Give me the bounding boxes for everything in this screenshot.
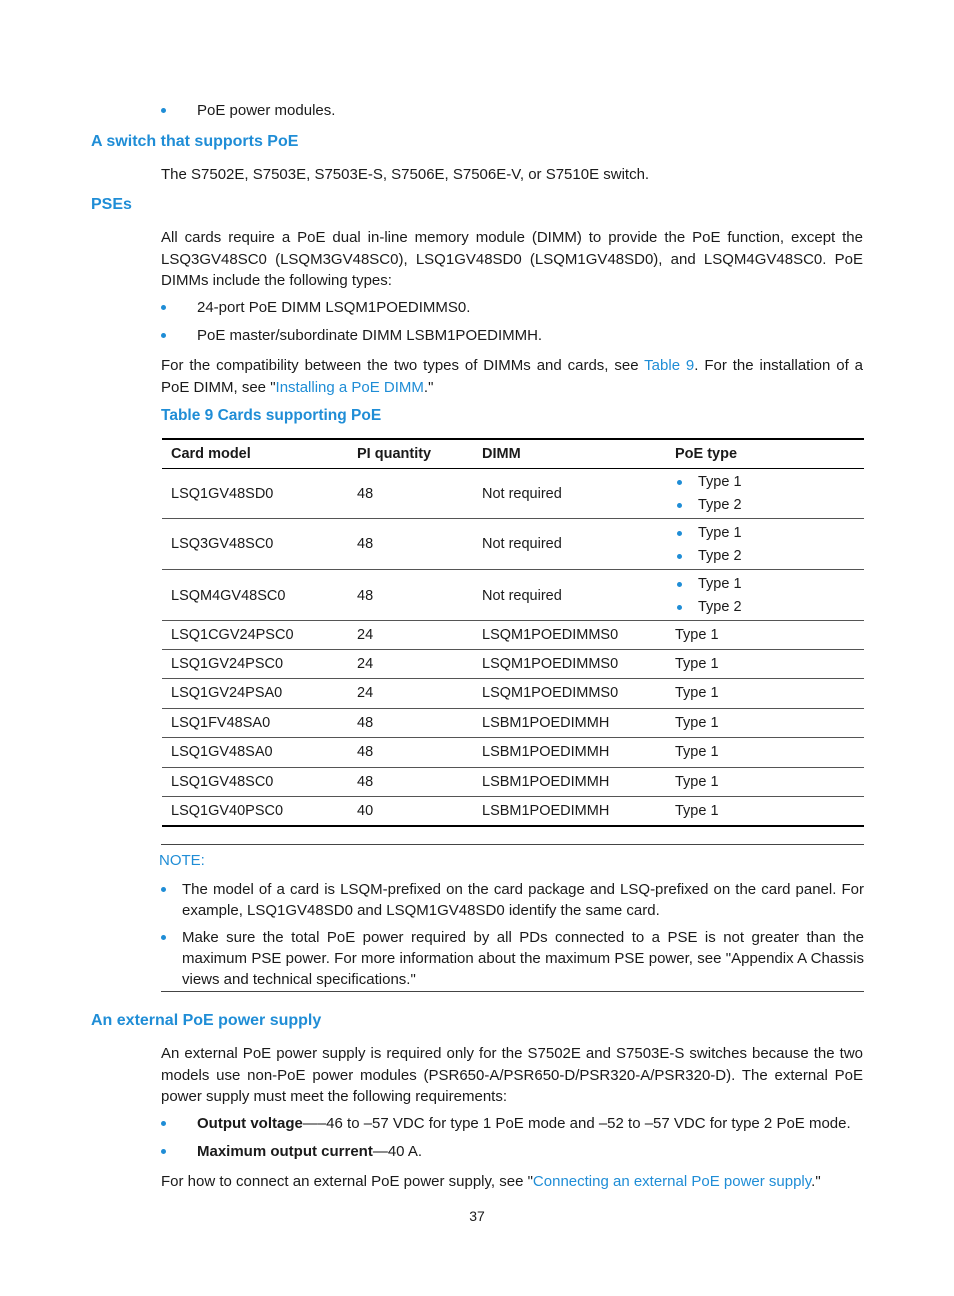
section-heading-pses: PSEs	[91, 196, 132, 213]
connect-external-poe-link[interactable]: Connecting an external PoE power supply	[532, 1173, 812, 1190]
cell-dimm: Not required	[482, 536, 562, 552]
section-body-external-poe: An external PoE power supply is required only for the S7502E and S7503E-S switches because the two models use non-PoE power modules (PSR650-A/PSR650-D/PSR320-A/PSR320-D). The external PoE power supply must meet the following requirements:	[161, 1045, 863, 1105]
cell-dimm: LSQM1POEDIMMS0	[482, 685, 619, 701]
column-header: DIMM	[482, 446, 521, 462]
connect-paragraph: For how to connect an external PoE power supply, see "Connecting an external PoE power supply."	[161, 1173, 821, 1190]
note-box	[161, 844, 864, 992]
bullet-icon	[161, 108, 166, 113]
cell-pi-quantity: 48	[357, 715, 374, 731]
column-header: Card model	[171, 446, 251, 462]
cell-card-model: LSQ1GV48SC0	[171, 774, 274, 790]
bullet-icon	[161, 935, 166, 940]
table-row: LSQM4GV48SC0 48 Not required Type 1 Type 2	[162, 570, 864, 621]
cell-card-model: LSQ1GV48SD0	[171, 486, 274, 502]
bullet-icon	[677, 605, 682, 610]
cell-poe-type: Type 1	[675, 744, 719, 760]
table-header	[162, 438, 864, 469]
table-row: LSQ1GV48SD0 48 Not required Type 1 Type 2	[162, 468, 864, 519]
cell-dimm: Not required	[482, 588, 562, 604]
cell-poe-type: Type 1	[675, 627, 719, 643]
bullet-icon	[161, 1121, 166, 1126]
table-caption: Table 9 Cards supporting PoE	[161, 407, 382, 424]
requirement-term: Output voltage	[197, 1115, 303, 1132]
cell-card-model: LSQ3GV48SC0	[171, 536, 274, 552]
table-row	[162, 650, 864, 679]
cell-poe-type: Type 1	[675, 685, 719, 701]
cell-pi-quantity: 48	[357, 486, 374, 502]
bullet-icon	[677, 554, 682, 559]
page-number: 37	[469, 1208, 485, 1224]
cell-card-model: LSQ1FV48SA0	[171, 715, 271, 731]
bullet-icon	[161, 887, 166, 892]
bullet-icon	[161, 333, 166, 338]
cell-poe-type: Type 1	[675, 715, 719, 731]
cell-dimm: Not required	[482, 486, 562, 502]
column-header: PoE type	[675, 446, 738, 462]
table-row	[162, 738, 864, 768]
section-body-pses: All cards require a PoE dual in-line memory module (DIMM) to provide the PoE function, except the LSQ3GV48SC0 (LSQM3GV48SC0), LSQ1GV48SD0 (LSQM1GV48SD0), and LSQM4GV48SC0. PoE DIMMs include the following types:	[161, 229, 863, 289]
cell-dimm: LSBM1POEDIMMH	[482, 744, 610, 760]
section-heading-external-poe: An external PoE power supply	[91, 1012, 322, 1029]
section-body-switch: The S7502E, S7503E, S7503E-S, S7506E, S7506E-V, or S7510E switch.	[161, 166, 650, 183]
bullet-icon	[677, 503, 682, 508]
installing-poe-dimm-link[interactable]: Installing a PoE DIMM	[275, 378, 424, 396]
cell-dimm: LSQM1POEDIMMS0	[482, 656, 619, 672]
cell-card-model: LSQ1GV24PSC0	[171, 656, 284, 672]
cell-pi-quantity: 48	[357, 774, 374, 790]
cell-pi-quantity: 24	[357, 685, 374, 701]
compat-paragraph: For the compatibility between the two types of DIMMs and cards, see Table 9. For the installation of a PoE DIMM, see "Installing a PoE DIMM."	[161, 357, 864, 396]
intro-bullet-text: PoE power modules.	[197, 102, 336, 119]
cell-pi-quantity: 24	[357, 656, 374, 672]
bullet-icon	[677, 582, 682, 587]
note-item: The model of a card is LSQM-prefixed on the card package and LSQ-prefixed on the card panel. For example, LSQ1GV48SD0 and LSQM1GV48SD0 identify the same card.	[161, 879, 864, 921]
bullet-icon	[161, 1149, 166, 1154]
note-label: NOTE:	[159, 852, 205, 869]
section-heading-switch: A switch that supports PoE	[91, 133, 299, 150]
table-row	[162, 797, 864, 827]
table-9-link[interactable]: Table 9	[644, 357, 695, 374]
cell-card-model: LSQM4GV48SC0	[171, 588, 286, 604]
table-row	[162, 679, 864, 709]
cell-dimm: LSBM1POEDIMMH	[482, 774, 610, 790]
cell-card-model: LSQ1GV24PSA0	[171, 685, 283, 701]
cell-poe-type: Type 1	[675, 656, 719, 672]
table-row	[162, 768, 864, 797]
note-item: Make sure the total PoE power required by all PDs connected to a PSE is not greater than the maximum PSE power. For more information about the maximum PSE power, see "Appendix A Chassis views and technical specifications."	[161, 927, 864, 990]
cell-pi-quantity: 48	[357, 744, 374, 760]
bullet-icon	[677, 480, 682, 485]
cell-pi-quantity: 48	[357, 536, 374, 552]
cell-pi-quantity: 40	[357, 803, 374, 819]
cell-dimm: LSBM1POEDIMMH	[482, 803, 610, 819]
bullet-icon	[677, 531, 682, 536]
cell-dimm: LSQM1POEDIMMS0	[482, 627, 619, 643]
table-row	[162, 621, 864, 650]
cell-dimm: LSBM1POEDIMMH	[482, 715, 610, 731]
column-header: PI quantity	[357, 446, 432, 462]
cell-poe-type: Type 1	[675, 803, 719, 819]
cell-card-model: LSQ1GV40PSC0	[171, 803, 284, 819]
cell-card-model: LSQ1GV48SA0	[171, 744, 273, 760]
cell-poe-type: Type 1	[675, 774, 719, 790]
requirement-term: Maximum output current	[197, 1143, 373, 1160]
table-row	[162, 709, 864, 738]
cell-pi-quantity: 48	[357, 588, 374, 604]
cell-card-model: LSQ1CGV24PSC0	[171, 627, 294, 643]
table-row: LSQ3GV48SC0 48 Not required Type 1 Type 2	[162, 519, 864, 570]
bullet-icon	[161, 305, 166, 310]
cell-pi-quantity: 24	[357, 627, 374, 643]
